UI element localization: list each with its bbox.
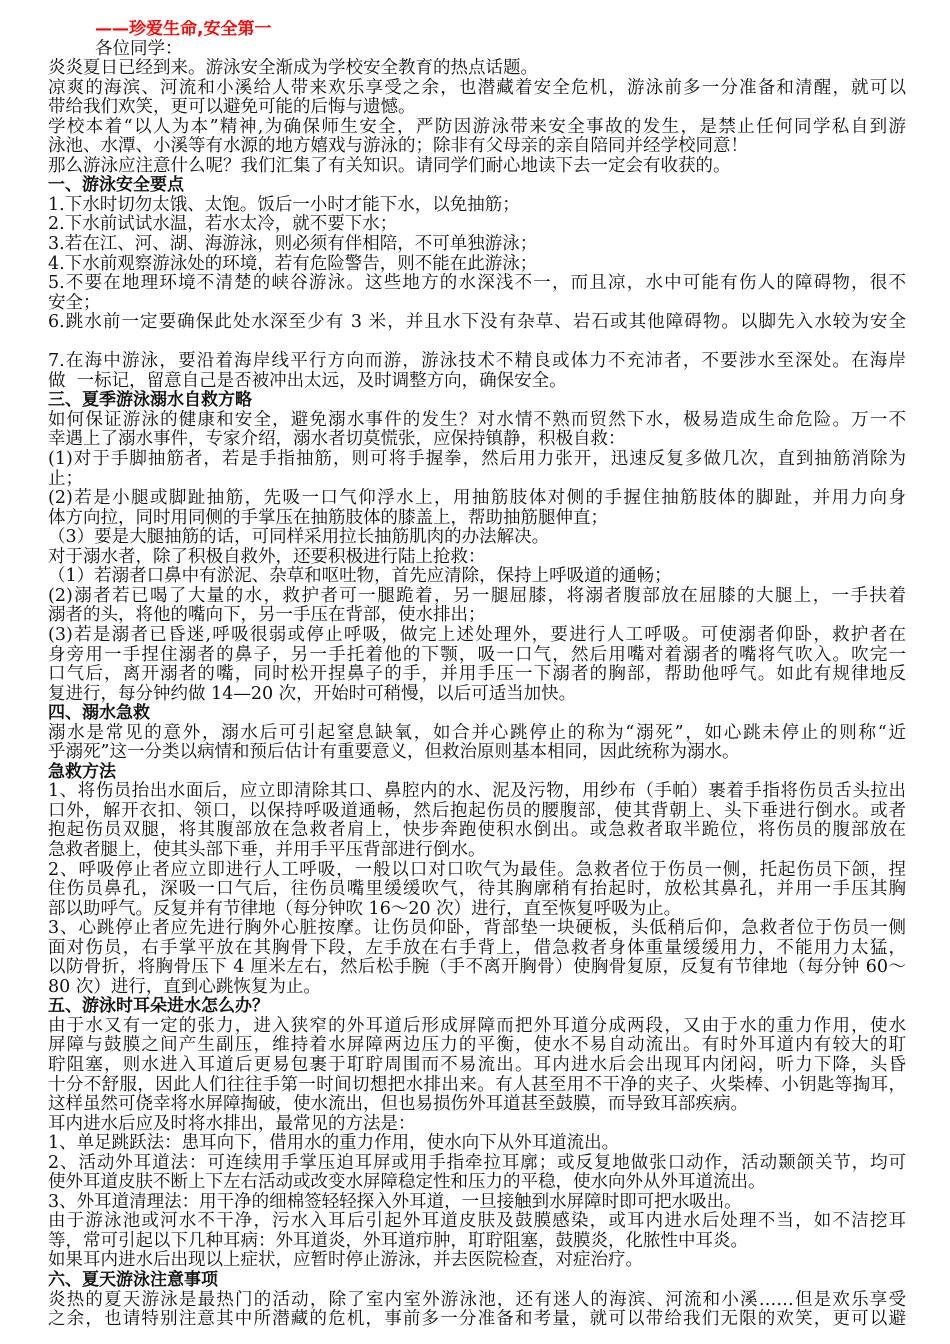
body-line: 身旁用一手捏住溺者的鼻子，另一手托着他的下颚，吸一口气，然后用嘴对着溺者的嘴将气吹入。吹完一 <box>48 644 906 665</box>
body-line: 急救者腿上，使其头部下垂，并用手平压背部进行倒水。 <box>48 839 486 860</box>
body-line: 由于游泳池或河水不干净，污水入耳后引起外耳道皮肤及鼓膜感染，或耳内进水后处理不当，如不洁挖耳 <box>48 1211 906 1232</box>
body-line: 面对伤员，右手掌平放在其胸骨下段，左手放在右手背上，借急救者身体重量缓缓用力，不能用力太猛， <box>48 937 906 958</box>
body-line: （1）若溺者口鼻中有淤泥、杂草和呕吐物，首先应清除，保持上呼吸道的通畅； <box>48 566 672 587</box>
blank-line <box>48 333 906 353</box>
body-line: 口外，解开衣扣、领口，以保持呼吸道通畅，然后抱起伤员的腰腹部，使其背朝上、头下垂进行倒水。或者 <box>48 800 906 821</box>
body-line: 止； <box>48 468 83 489</box>
body-line: 6.跳水前一定要确保此处水深至少有 3 米，并且水下没有杂草、岩石或其他障碍物。以脚先入水较为安全 <box>48 312 906 333</box>
body-line: 口气后，离开溺者的嘴，同时松开捏鼻子的手，并用手压一下溺者的胸部，帮助他呼气。如此有规律地反 <box>48 664 906 685</box>
section-water-in-ear <box>48 997 906 1271</box>
body-line: 2.下水前试试水温，若水太冷，就不要下水； <box>48 214 398 235</box>
body-line: (2)若是小腿或脚趾抽筋，先吸一口气仰浮水上，用抽筋肢体对侧的手握住抽筋肢体的脚趾，并用力向身 <box>48 488 906 509</box>
body-line: 聍阻塞，则水进入耳道后更易包裹于耵聍周围而不易流出。耳内进水后会出现耳内闭闷，听力下降，头昏 <box>48 1054 906 1075</box>
body-line: 十分不舒服，因此人们往往手第一时间切想把水排出来。有人甚至用不干净的夹子、火柴棒、小钥匙等掏耳， <box>48 1074 906 1095</box>
section-self-rescue <box>48 391 906 704</box>
body-line: 部以助呼气。反复并有节律地（每分钟吹 16～20 次）进行，直至恢复呼吸为止。 <box>48 898 682 919</box>
body-line: (2)溺者若已喝了大量的水，救护者可一腿跪着，另一腿屈膝，将溺者腹部放在屈膝的大腿上，一手扶着 <box>48 585 906 606</box>
body-line: (1)对于手脚抽筋者，若是手指抽筋，则可将手握拳，然后用力张开，迅速反复多做几次，直到抽筋消除为 <box>48 449 906 470</box>
body-line: 使外耳道皮肤不断上下左右活动或改变水屏障稳定性和压力的平稳，使水向外从外耳道流出。 <box>48 1172 766 1193</box>
body-line: 安全； <box>48 292 101 313</box>
body-line: 由于水又有一定的张力，进入狭窄的外耳道后形成屏障而把外耳道分成两段，又由于水的重力作用，使水 <box>48 1015 906 1036</box>
body-line: 住伤员鼻孔，深吸一口气后，往伤员嘴里缓缓吹气，待其胸廓稍有抬起时，放松其鼻孔，并用一手压其胸 <box>48 879 906 900</box>
body-line: 如何保证游泳的健康和安全，避免溺水事件的发生？对水情不熟而贸然下水，极易造成生命危险。万一不 <box>48 409 906 430</box>
body-line: （3）要是大腿抽筋的话，可同样采用拉长抽筋肌肉的办法解决。 <box>48 527 550 548</box>
document-page <box>48 20 906 1336</box>
body-line: 炎热的夏天游泳是最热门的活动，除了室内室外游泳池，还有迷人的海滨、河流和小溪……但是欢乐享受 <box>48 1289 906 1310</box>
section-swim-safety <box>48 176 906 391</box>
section-heading: 一、游泳安全要点 <box>48 175 184 196</box>
greeting: 各位同学： <box>95 38 183 59</box>
section-heading: 五、游泳时耳朵进水怎么办？ <box>48 996 269 1017</box>
body-line: 5.不要在地理环境不清楚的峡谷游泳。这些地方的水深浅不一，而且凉，水中可能有伤人的障碍物，很不 <box>48 273 906 294</box>
body-line: 乎溺死”这一分类以病情和预后估计有重要意义，但救治原则基本相同，因此统称为溺水。 <box>48 742 740 763</box>
body-line: 如果耳内进水后出现以上症状，应暂时停止游泳，并去医院检查，对症治疗。 <box>48 1250 643 1271</box>
body-line: 之余，也请特别注意其中所潜藏的危机，事前多一分准备和考量，就可以带给我们无限的欢笑，更可以避 <box>48 1309 906 1330</box>
body-line: 复进行，每分钟约做 14—20 次，开始时可稍慢，以后可适当加快。 <box>48 683 577 704</box>
body-line: (3)若是溺者已昏迷,呼吸很弱或停止呼吸，做完上述处理外，要进行人工呼吸。可使溺者仰卧，救护者在 <box>48 624 906 645</box>
body-line: 耳内进水后应及时将水排出，最常见的方法是： <box>48 1113 416 1134</box>
intro-paragraph <box>48 59 906 176</box>
body-line: 溺水是常见的意外，溺水后可引起窒息缺氧，如合并心跳停止的称为“溺死”，如心跳未停止的则称“近 <box>48 722 906 743</box>
body-line: 2、活动外耳道法：可连续用手掌压迫耳屏或用手指牵拉耳廓；或反复地做张口动作，活动颞颌关节，均可 <box>48 1152 906 1173</box>
body-line: 4.下水前观察游泳处的环境，若有危险警告，则不能在此游泳； <box>48 253 538 274</box>
intro-line: 凉爽的海滨、河流和小溪给人带来欢乐享受之余，也潜藏着安全危机，游泳前多一分准备和清醒，就可以 <box>48 77 906 98</box>
intro-line: 泳池、水潭、小溪等有水源的地方嬉戏与游泳的；除非有父母亲的亲自陪同并经学校同意！ <box>48 136 748 157</box>
body-line: 3、心跳停止者应先进行胸外心脏按摩。让伤员仰卧，背部垫一块硬板，头低稍后仰，急救者位于伤员一侧 <box>48 918 906 939</box>
body-line: 对于溺水者，除了积极自救外，还要积极进行陆上抢救： <box>48 546 486 567</box>
section-heading: 三、夏季游泳溺水自救方略 <box>48 390 252 411</box>
body-line: 体方向拉，同时用同侧的手掌压在抽筋肢体的膝盖上，帮助抽筋腿伸直； <box>48 507 608 528</box>
body-line: 做 一标记，留意自己是否被冲出太远，及时调整方向，确保安全。 <box>48 370 567 391</box>
body-line: 溺者的头，将他的嘴向下，另一手压在背部，使水排出； <box>48 605 486 626</box>
intro-line: 学校本着“以人为本”精神,为确保师生安全，严防因游泳带来安全事故的发生，是禁止任何同学私自到游 <box>48 116 906 137</box>
section-drowning-first-aid <box>48 704 906 763</box>
body-line: 7.在海中游泳，要沿着海岸线平行方向而游，游泳技术不精良或体力不充沛者，不要涉水至深处。在海岸 <box>48 351 906 372</box>
section-heading: 六、夏天游泳注意事项 <box>48 1270 218 1290</box>
body-line: 1、单足跳跃法：患耳向下，借用水的重力作用，使水向下从外耳道流出。 <box>48 1133 620 1154</box>
body-line: 3.若在江、河、湖、海游泳，则必须有伴相陪，不可单独游泳； <box>48 234 538 255</box>
body-line: 2、呼吸停止者应立即进行人工呼吸，一般以口对口吹气为最佳。急救者位于伤员一侧，托起伤员下颌，捏 <box>48 859 906 880</box>
intro-line: 带给我们欢笑，更可以避免可能的后悔与遗憾。 <box>48 97 416 118</box>
body-line: 以防骨折，将胸骨压下 4 厘米左右，然后松手腕（手不离开胸骨）使胸骨复原，反复有节律地（每分钟 60～ <box>48 957 906 978</box>
intro-line: 炎炎夏日已经到来。游泳安全渐成为学校安全教育的热点话题。 <box>48 58 538 79</box>
body-line: 80 次）进行，直到心跳恢复为止。 <box>48 976 321 997</box>
body-line: 3、外耳道清理法：用干净的细棉签轻轻探入外耳道，一旦接触到水屏障时即可把水吸出。 <box>48 1191 742 1212</box>
body-line: 这样虽然可侥幸将水屏障掏破，使水流出，但也易损伤外耳道甚至鼓膜，而导致耳部疾病。 <box>48 1094 748 1115</box>
body-line: 屏障与鼓膜之间产生副压，维持着水屏障两边压力的平衡，使水不易自动流出。有时外耳道内有较大的耵 <box>48 1035 906 1056</box>
body-line: 幸遇上了溺水事件，专家介绍，溺水者切莫慌张，应保持镇静，积极自救： <box>48 429 626 450</box>
body-line: 1.下水时切勿太饿、太饱。饭后一小时才能下水，以免抽筋； <box>48 194 520 215</box>
intro-line: 那么游泳应注意什么呢？我们汇集了有关知识。请同学们耐心地读下去一定会有收获的。 <box>48 155 731 176</box>
section-first-aid-methods <box>48 763 906 998</box>
body-line: 等，常可引起以下几种耳病：外耳道炎，外耳道疖肿，耵聍阻塞，鼓膜炎，化脓性中耳炎。 <box>48 1230 748 1251</box>
section-heading: 急救方法 <box>48 761 116 782</box>
section-summer-swim-notes <box>48 1271 906 1330</box>
body-line: 1、将伤员抬出水面后，应立即清除其口、鼻腔内的水、泥及污物，用纱布（手帕）裹着手指将伤员舌头拉出 <box>48 781 906 802</box>
document-title: ——珍爱生命,安全第一 <box>95 20 272 39</box>
section-heading: 四、溺水急救 <box>48 703 150 724</box>
body-line: 抱起伤员双腿，将其腹部放在急救者肩上，快步奔跑使积水倒出。或急救者取半跪位，将伤员的腹部放在 <box>48 820 906 841</box>
